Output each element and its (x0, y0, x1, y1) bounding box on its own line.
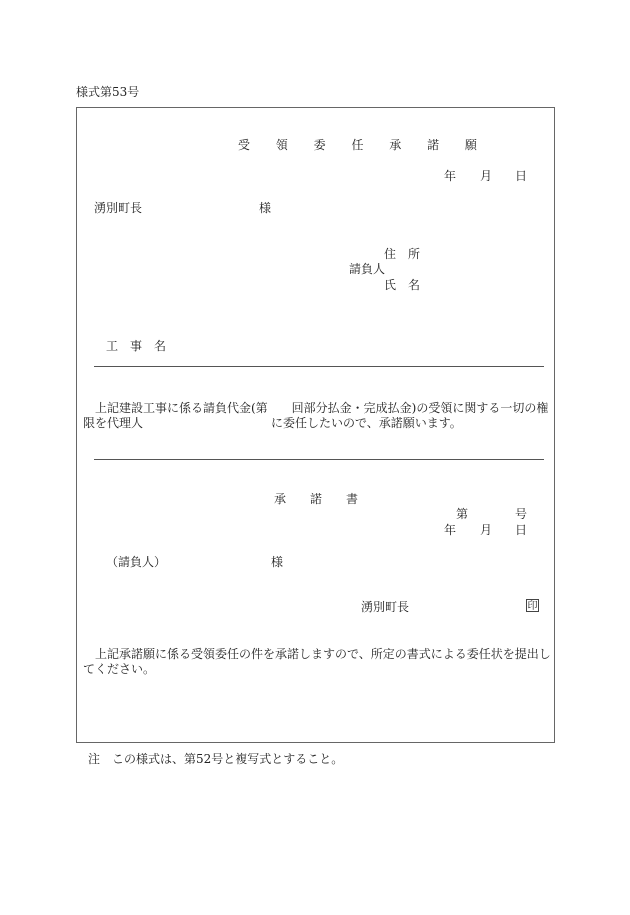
approval-date-day: 日 (515, 523, 528, 537)
contractor-label: 請負人 (349, 262, 386, 276)
request-body-line2a: 限を代理人 (83, 416, 144, 430)
approval-title: 承 諾 書 (274, 492, 359, 506)
address-label: 住 所 (384, 247, 421, 261)
form-number: 様式第53号 (76, 85, 140, 99)
project-name-line (94, 366, 544, 367)
request-addressee: 湧別町長 (94, 201, 143, 215)
approval-addressee: （請負人） (106, 555, 167, 569)
seal-stamp: 印 (527, 601, 538, 612)
footnote: 注 この様式は、第52号と複写式とすること。 (88, 752, 344, 766)
request-body-line2b: に委任したいので、承諾願います。 (271, 416, 462, 430)
section-divider (94, 459, 544, 460)
approval-number-suffix: 号 (515, 507, 528, 521)
request-date-year: 年 (444, 169, 457, 183)
approval-honorific: 様 (271, 555, 284, 569)
name-label: 氏 名 (384, 278, 421, 292)
approval-issuer: 湧別町長 (361, 600, 410, 614)
approval-date-month: 月 (480, 523, 493, 537)
request-date-month: 月 (480, 169, 493, 183)
approval-number-prefix: 第 (456, 507, 469, 521)
request-honorific: 様 (259, 201, 272, 215)
project-name-label: 工 事 名 (106, 339, 167, 353)
request-date-day: 日 (515, 169, 528, 183)
request-body-line1: 上記建設工事に係る請負代金(第 回部分払金・完成払金)の受領に関する一切の権 (95, 401, 549, 415)
approval-body-line1: 上記承諾願に係る受領委任の件を承諾しますので、所定の書式による委任状を提出し (95, 647, 551, 661)
request-title: 受 領 委 任 承 諾 願 (238, 138, 488, 152)
approval-date-year: 年 (444, 523, 457, 537)
approval-body-line2: てください。 (83, 662, 156, 676)
